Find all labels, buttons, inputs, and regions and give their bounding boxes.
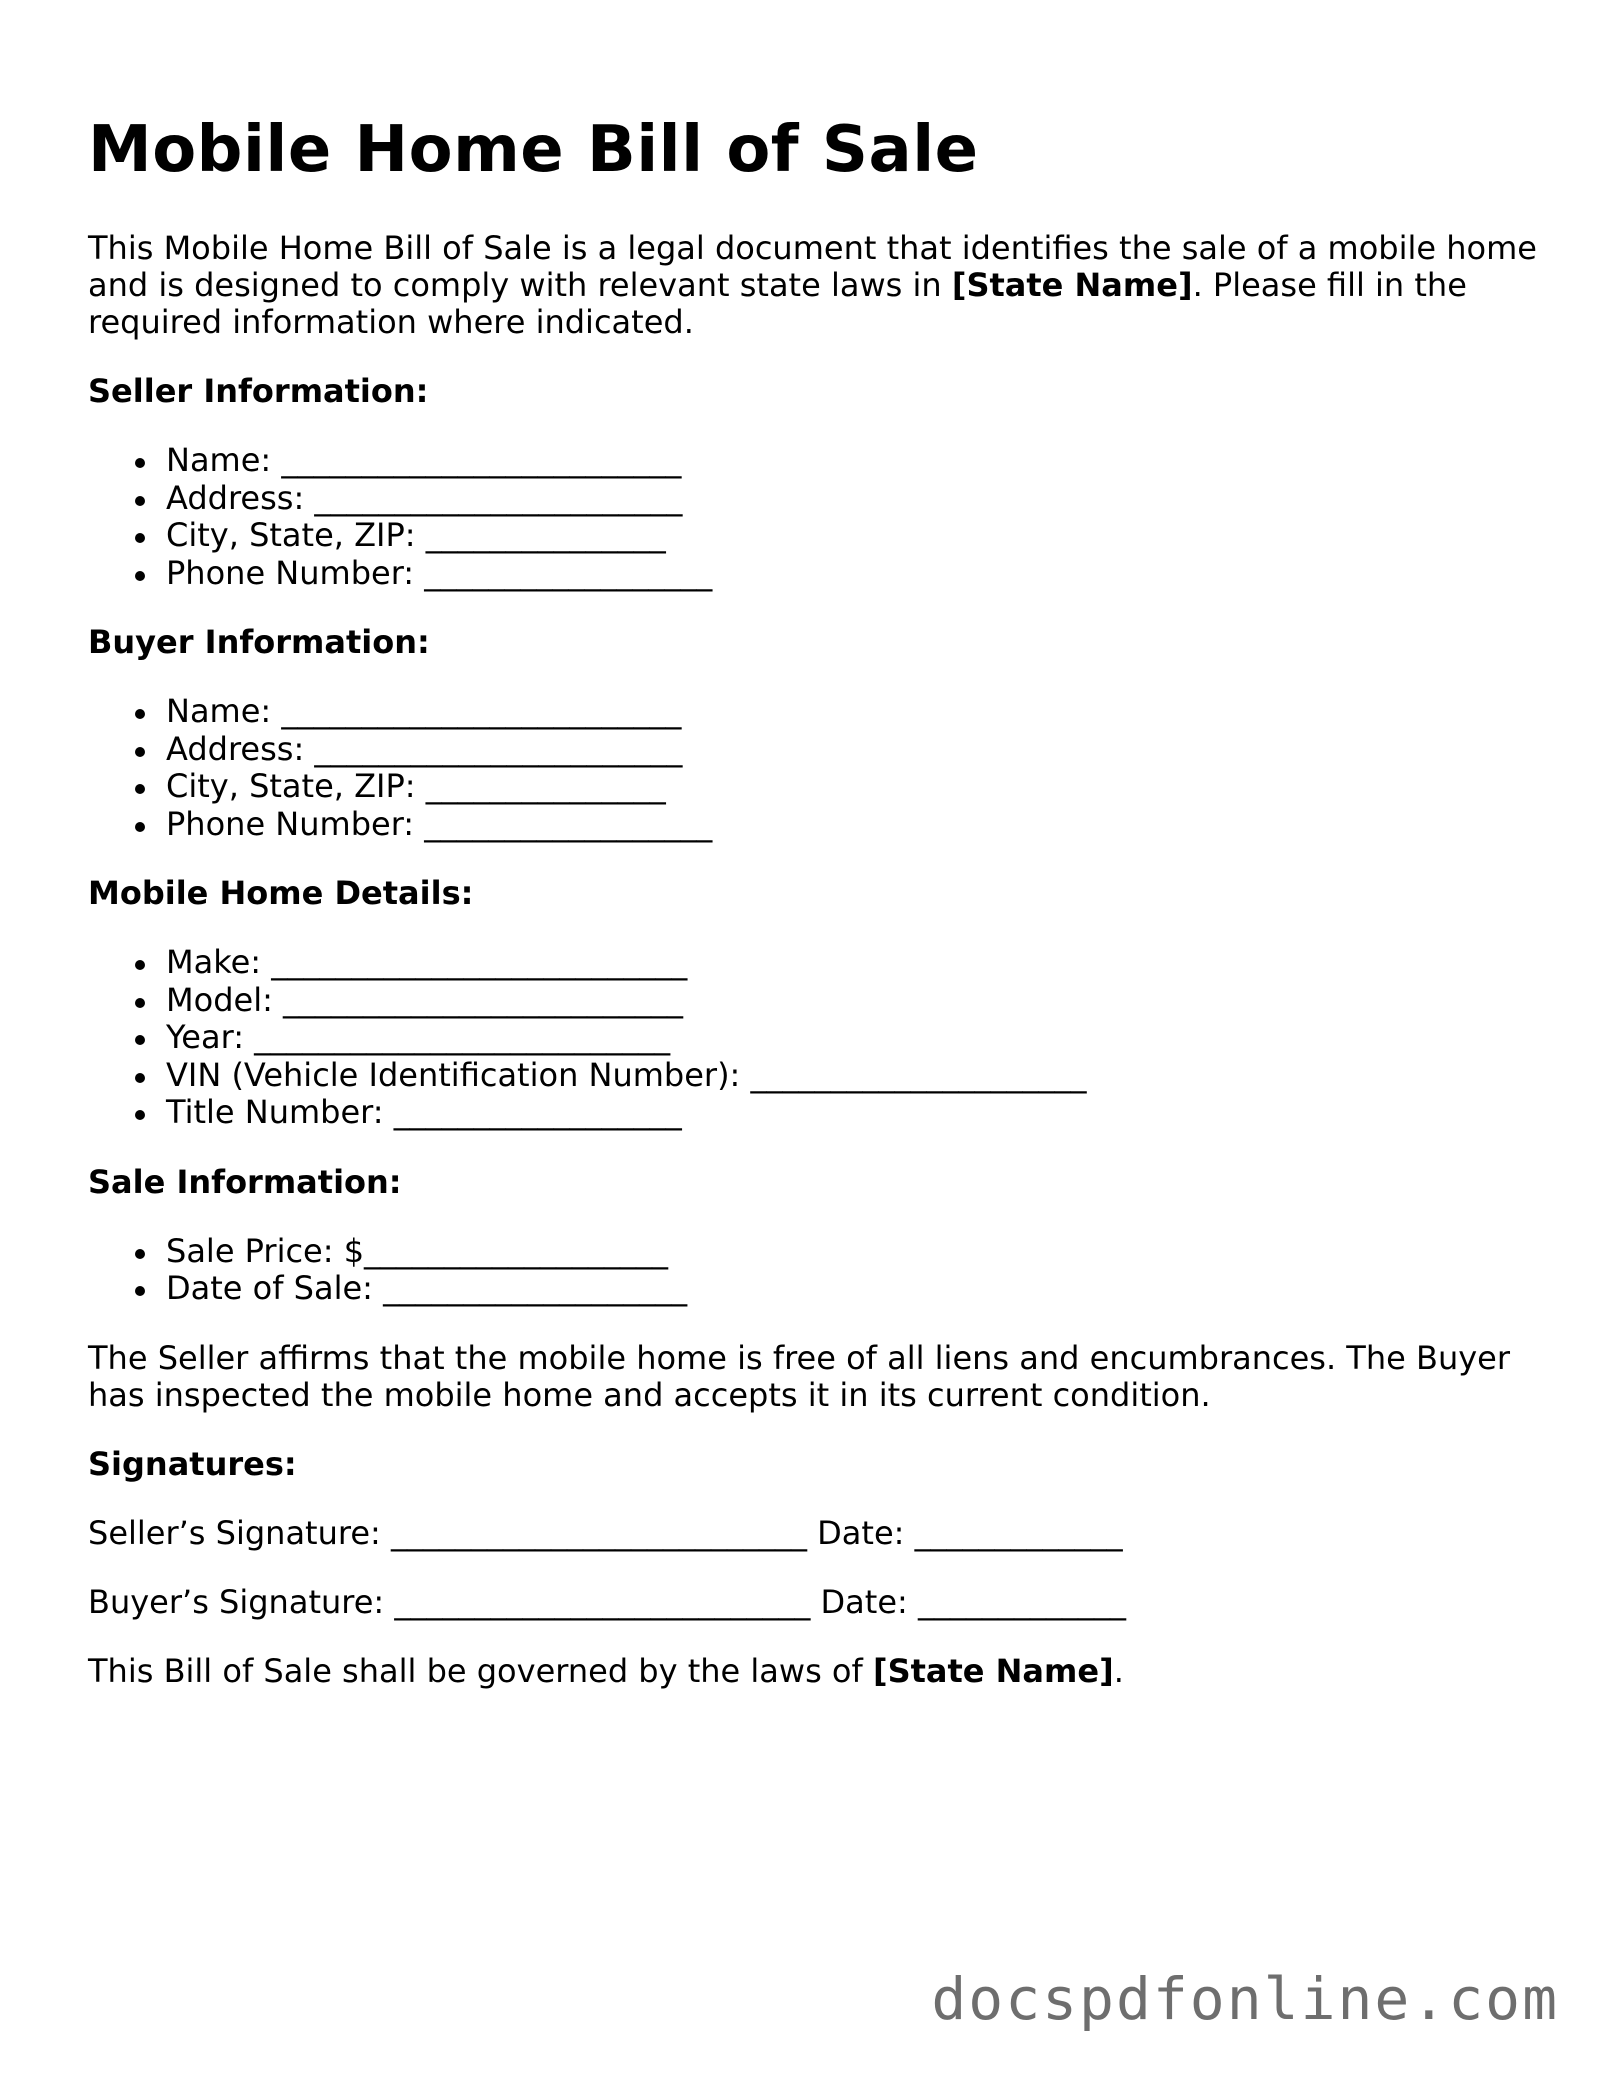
intro-text-1: This Mobile Home Bill of Sale is a legal document that identifies the sale of a mobile home and is designed to comply with relevant state laws in <box>88 229 1537 304</box>
home-model-field: Model: _________________________ <box>166 982 1548 1020</box>
document-title: Mobile Home Bill of Sale <box>88 113 979 187</box>
intro-paragraph <box>88 230 1548 341</box>
home-details-list <box>88 944 1548 1132</box>
buyer-heading: Buyer Information: <box>88 623 430 661</box>
home-title-number-field: Title Number: __________________ <box>166 1094 1548 1132</box>
seller-signature-line: Seller’s Signature: __________________________ Date: _____________ <box>88 1513 1123 1552</box>
governing-state-name: [State Name] <box>872 1651 1114 1690</box>
document-page <box>88 0 1548 1690</box>
sale-date-field: Date of Sale: ___________________ <box>166 1270 1548 1308</box>
governing-text-2: . <box>1113 1651 1124 1690</box>
home-details-heading: Mobile Home Details: <box>88 874 474 912</box>
signatures-heading: Signatures: <box>88 1444 297 1483</box>
sale-list <box>88 1233 1548 1308</box>
buyer-phone-field: Phone Number: __________________ <box>166 806 1548 844</box>
buyer-address-field: Address: _______________________ <box>166 731 1548 769</box>
buyer-name-field: Name: _________________________ <box>166 693 1548 731</box>
governing-law-paragraph <box>88 1653 1548 1690</box>
buyer-city-field: City, State, ZIP: _______________ <box>166 768 1548 806</box>
buyer-list <box>88 693 1548 843</box>
seller-list <box>88 442 1548 592</box>
watermark-text: docspdfonline.com <box>931 1965 1559 2033</box>
seller-heading: Seller Information: <box>88 372 429 410</box>
governing-text-1: This Bill of Sale shall be governed by the laws of <box>88 1651 873 1690</box>
seller-address-field: Address: _______________________ <box>166 480 1548 518</box>
seller-name-field: Name: _________________________ <box>166 442 1548 480</box>
home-make-field: Make: __________________________ <box>166 944 1548 982</box>
buyer-signature-line: Buyer’s Signature: __________________________ Date: _____________ <box>88 1582 1126 1621</box>
sale-price-field: Sale Price: $___________________ <box>166 1233 1548 1271</box>
affirmation-paragraph: The Seller affirms that the mobile home is free of all liens and encumbrances. The Buyer has inspected the mobile home and accepts it in its current condition. <box>88 1338 1510 1414</box>
home-vin-field: VIN (Vehicle Identification Number): _____________________ <box>166 1057 1548 1095</box>
seller-city-field: City, State, ZIP: _______________ <box>166 517 1548 555</box>
home-year-field: Year: __________________________ <box>166 1019 1548 1057</box>
intro-text-2: . Please fill in the required information where indicated. <box>88 266 1467 341</box>
seller-phone-field: Phone Number: __________________ <box>166 555 1548 593</box>
intro-state-name: [State Name] <box>951 266 1193 304</box>
sale-heading: Sale Information: <box>88 1162 402 1201</box>
